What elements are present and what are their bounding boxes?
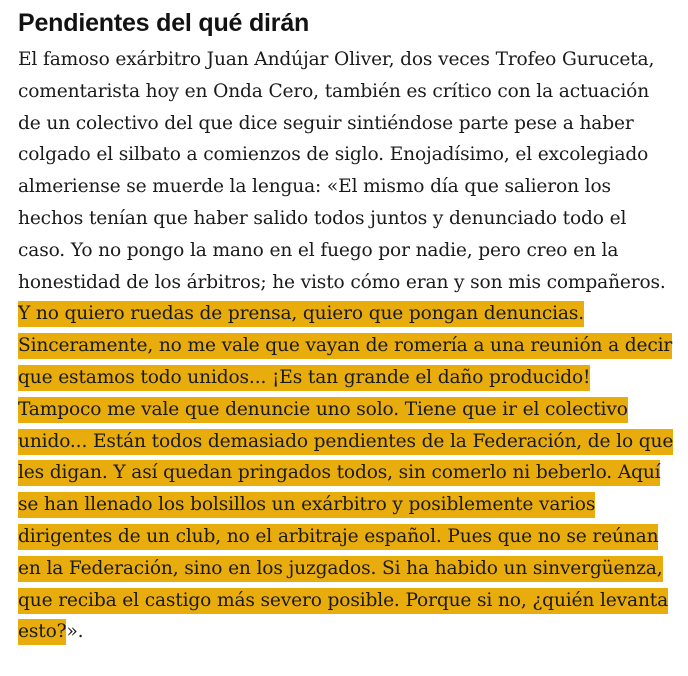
- article-paragraph: [18, 44, 674, 648]
- section-heading: Pendientes del qué dirán: [18, 9, 310, 37]
- quote-closing: ».: [66, 621, 84, 643]
- paragraph-plain-text: El famoso exárbitro Juan Andújar Oliver, dos veces Trofeo Guruceta, comentarista hoy en Onda Cero, también es crítico con la actuación de un colectivo del que dice seguir sintiéndose parte pese a haber colgado el silbato a comienzos de siglo. Enojadísimo, el excolegiado almeriense se muerde la lengua: «El mismo día que salieron los hechos tenían que haber salido todos juntos y denunciado todo el caso. Yo no pongo la mano en el fuego por nadie, pero creo en la honestidad de los árbitros; he visto cómo eran y son mis compañeros.: [18, 49, 666, 293]
- highlighted-quote[interactable]: Y no quiero ruedas de prensa, quiero que pongan denuncias. Sinceramente, no me vale que vayan de romería a una reunión a decir que estamos todo unidos... ¡Es tan grande el daño producido! Tampoco me vale que denuncie uno solo. Tiene que ir el colectivo unido... Están todos demasiado pendientes de la Federación, de lo que les digan. Y así quedan pringados todos, sin comerlo ni beberlo. Aquí se han llenado los bolsillos un exárbitro y posiblemente varios dirigentes de un club, no el arbitraje español. Pues que no se reúnan en la Federación, sino en los juzgados. Si ha habido un sinvergüenza, que reciba el castigo más severo posible. Porque si no, ¿quién levanta esto?: [18, 301, 673, 645]
- article: [18, 6, 674, 648]
